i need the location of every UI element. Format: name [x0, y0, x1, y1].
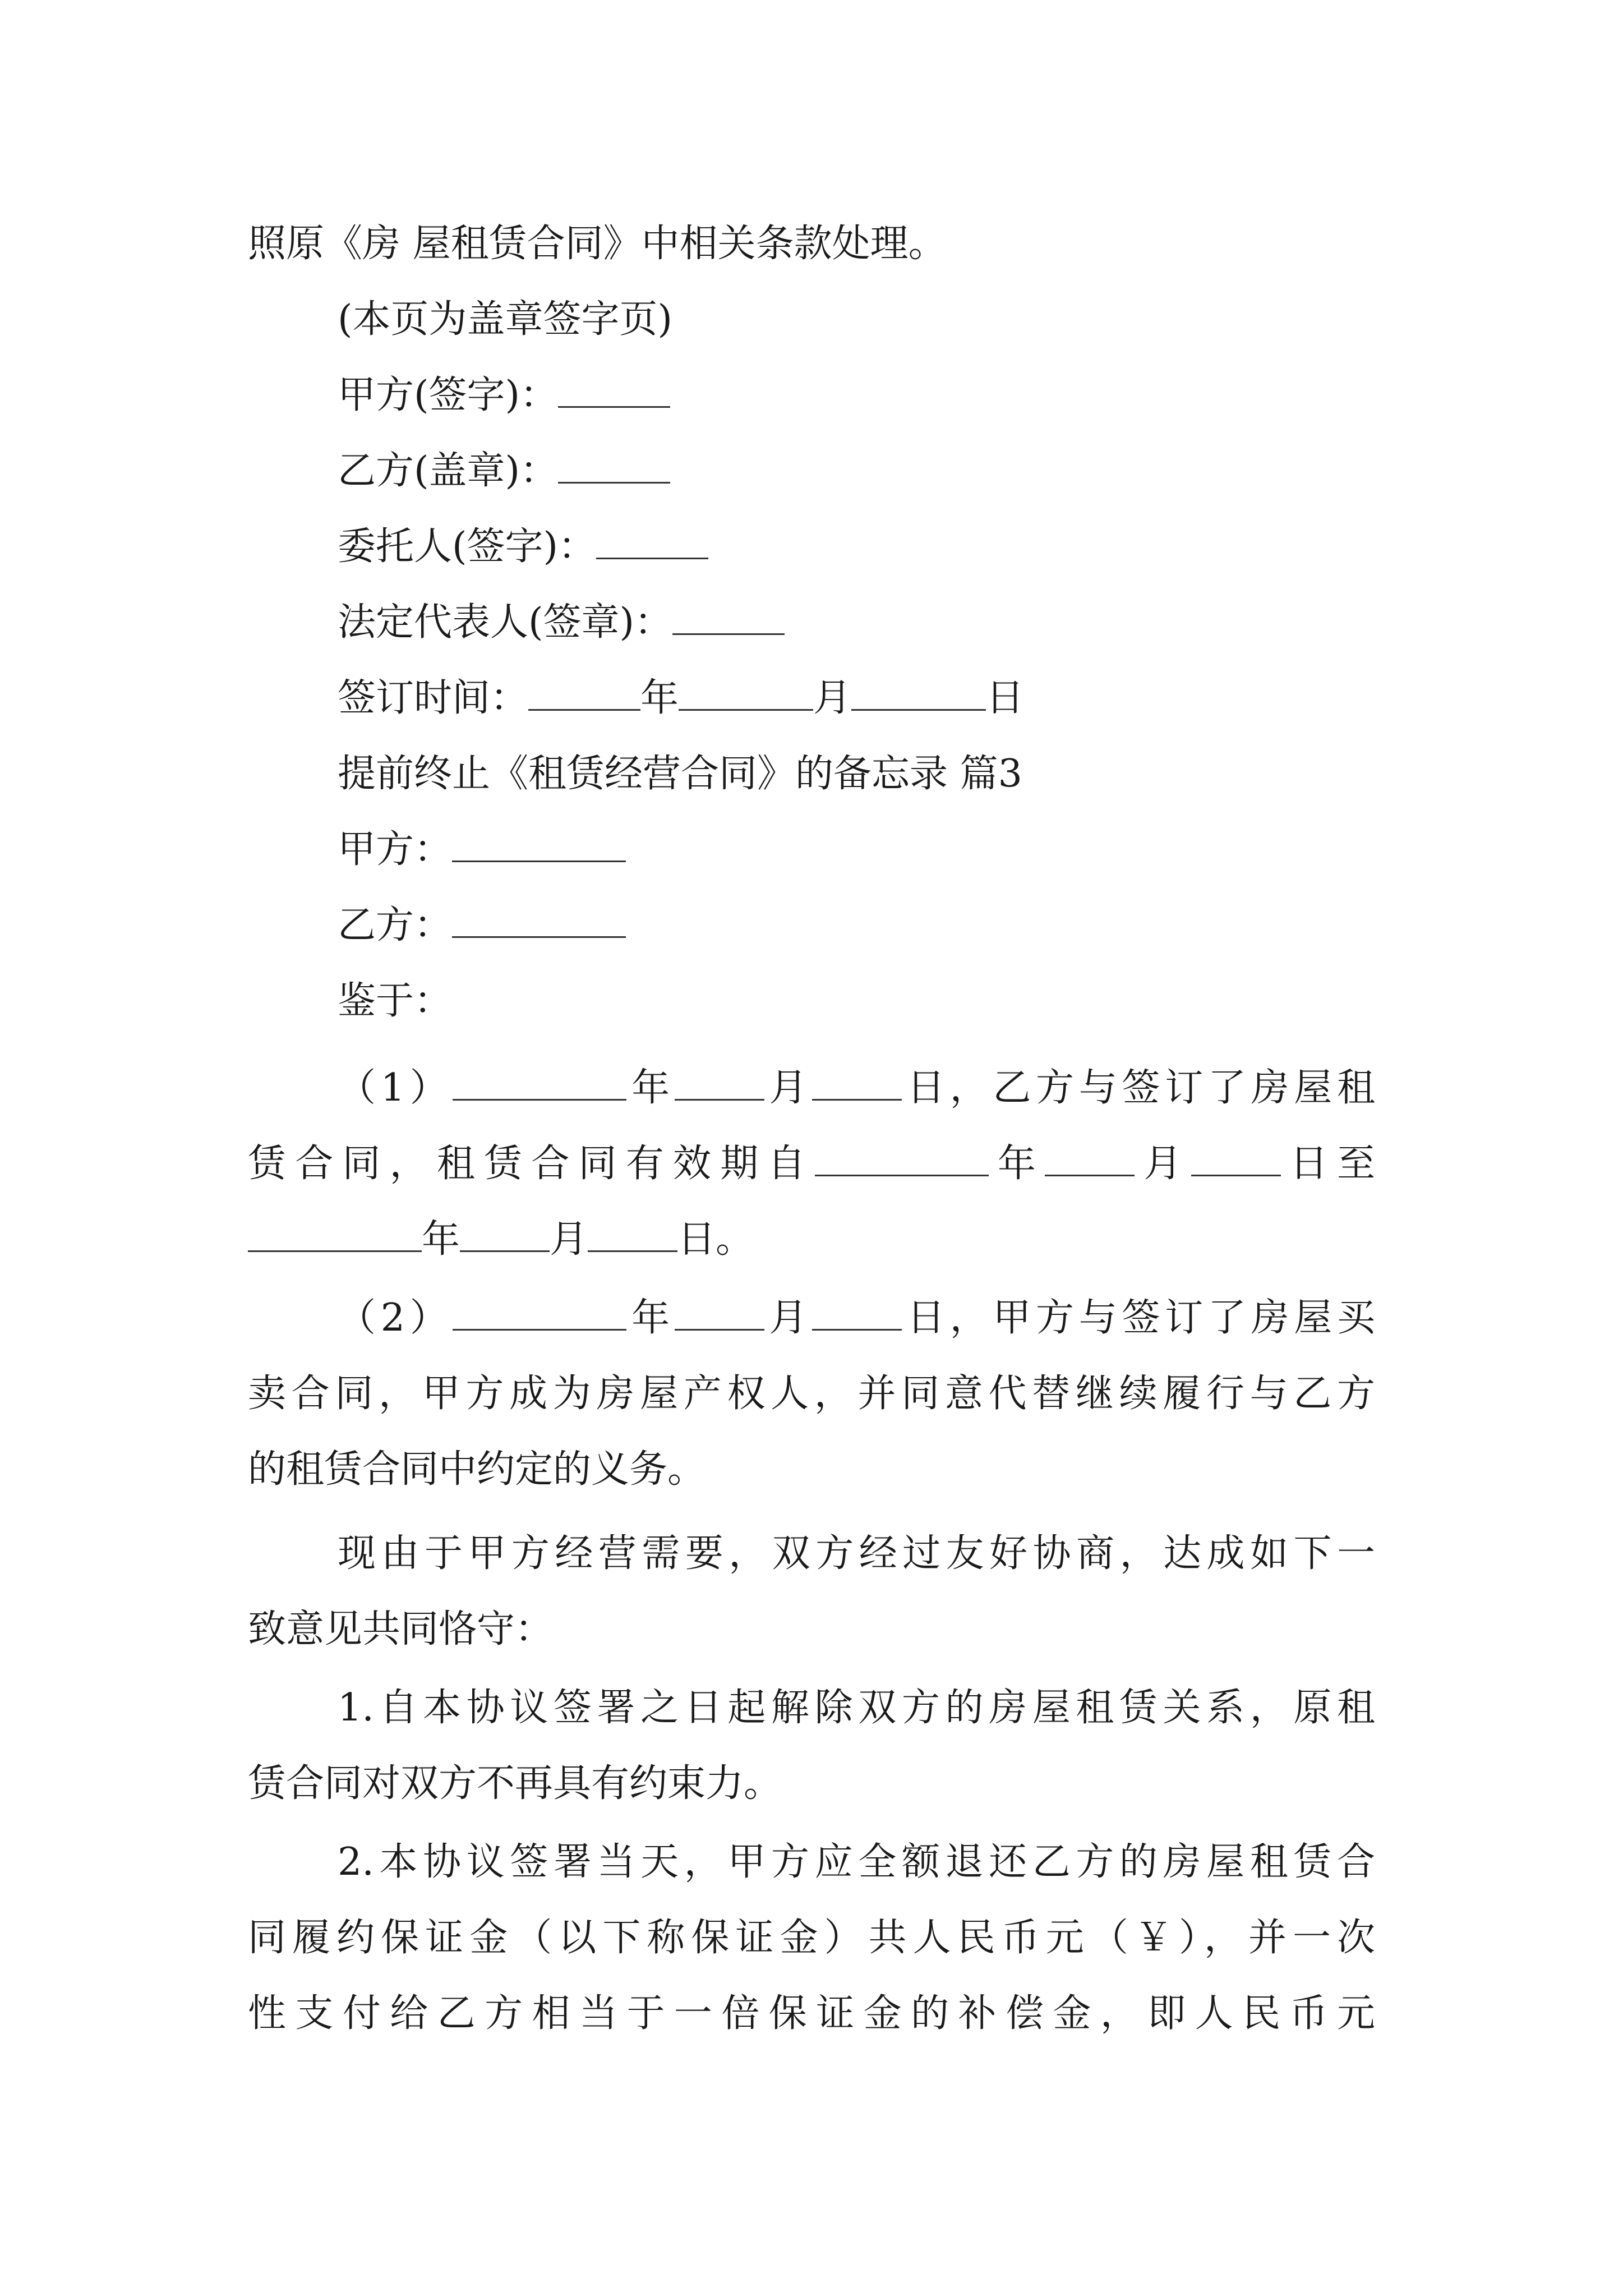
recital-2-number: （2）	[338, 1296, 453, 1340]
recital-1-line-2	[248, 1130, 1375, 1198]
date-day-blank	[812, 1062, 902, 1101]
month-unit: 月	[813, 676, 852, 720]
recital-2-line-1	[338, 1285, 1375, 1352]
clause-2-line-2: 同履约保证金（以下称保证金）共人民币元（￥），并一次	[248, 1916, 1375, 1960]
legal-rep-signature-label: 法定代表人(签章)：	[338, 600, 673, 645]
year-unit: 年	[640, 676, 679, 720]
day-unit: 日	[986, 676, 1025, 720]
party-b-label: 乙方：	[338, 903, 453, 947]
day-blank	[851, 672, 986, 711]
date-day-blank	[812, 1292, 902, 1331]
whereas-label: 鉴于：	[338, 979, 453, 1023]
agreement-intro-line-2: 致意见共同恪守：	[248, 1607, 554, 1651]
date-month-blank	[675, 1062, 764, 1101]
recital-2-line-3: 的租赁合同中约定的义务。	[248, 1447, 706, 1492]
text-line: 照原《房 屋租赁合同》中相关条款处理。	[248, 222, 947, 266]
recital-1-number: （1）	[338, 1066, 453, 1110]
section-heading: 提前终止《租赁经营合同》的备忘录 篇3	[338, 752, 1022, 796]
year-unit: 年	[626, 1066, 675, 1110]
month-unit: 月	[550, 1217, 588, 1262]
signature-page-note: (本页为盖章签字页)	[338, 297, 673, 342]
signing-date-label: 签订时间：	[338, 676, 529, 720]
date-year-blank	[453, 1292, 626, 1331]
recital-2-line-2: 卖合同，甲方成为房屋产权人，并同意代替继续履行与乙方	[248, 1372, 1375, 1416]
start-month-blank	[1045, 1138, 1135, 1176]
end-year-blank	[248, 1213, 422, 1252]
agreement-intro-line-1: 现由于甲方经营需要，双方经过友好协商，达成如下一	[338, 1531, 1375, 1576]
year-blank	[528, 672, 640, 711]
party-a-signature-blank	[558, 369, 670, 408]
year-unit: 年	[422, 1217, 460, 1262]
party-b-seal-label: 乙方(盖章)：	[338, 449, 559, 493]
clause-2-line-3: 性支付给乙方相当于一倍保证金的补偿金，即人民币元	[248, 1991, 1375, 2036]
recital-1-text: 赁合同，租赁合同有效期自	[248, 1142, 815, 1186]
recital-1-text: 日至	[1280, 1142, 1375, 1186]
month-blank	[679, 672, 813, 711]
party-a-signature-line	[338, 362, 670, 429]
recital-1-text: 日。	[677, 1217, 754, 1262]
clause-1-line-1: 1.自本协议签署之日起解除双方的房屋租赁关系，原租	[338, 1686, 1375, 1730]
end-month-blank	[460, 1213, 550, 1252]
recital-1-line-3	[248, 1206, 754, 1273]
recital-2-text: 日，甲方与签订了房屋买	[902, 1296, 1375, 1340]
agent-signature-blank	[596, 521, 708, 559]
month-unit: 月	[764, 1296, 813, 1340]
date-year-blank	[453, 1062, 626, 1101]
month-unit: 月	[764, 1066, 813, 1110]
end-day-blank	[588, 1213, 677, 1252]
recital-1-line-1	[338, 1055, 1375, 1122]
agent-signature-line	[338, 513, 708, 581]
clause-2-line-1: 2.本协议签署当天，甲方应全额退还乙方的房屋租赁合	[338, 1840, 1375, 1884]
party-a-signature-label: 甲方(签字)：	[338, 373, 559, 417]
year-unit: 年	[988, 1142, 1045, 1186]
party-a-line	[338, 816, 626, 884]
party-b-blank	[452, 899, 626, 938]
party-a-label: 甲方：	[338, 827, 453, 872]
agent-signature-label: 委托人(签字)：	[338, 524, 597, 569]
party-b-seal-blank	[558, 445, 670, 484]
party-b-seal-line	[338, 438, 670, 505]
start-day-blank	[1191, 1138, 1281, 1176]
recital-1-text: 日，乙方与签订了房屋租	[902, 1066, 1375, 1110]
legal-rep-signature-blank	[672, 596, 785, 635]
party-a-blank	[452, 823, 626, 862]
start-year-blank	[815, 1138, 989, 1176]
signing-date-line	[338, 665, 1024, 732]
date-month-blank	[675, 1292, 764, 1331]
party-b-line	[338, 892, 626, 959]
year-unit: 年	[626, 1296, 675, 1340]
month-unit: 月	[1135, 1142, 1191, 1186]
legal-rep-signature-line	[338, 589, 785, 656]
clause-1-line-2: 赁合同对双方不再具有约束力。	[248, 1761, 782, 1806]
